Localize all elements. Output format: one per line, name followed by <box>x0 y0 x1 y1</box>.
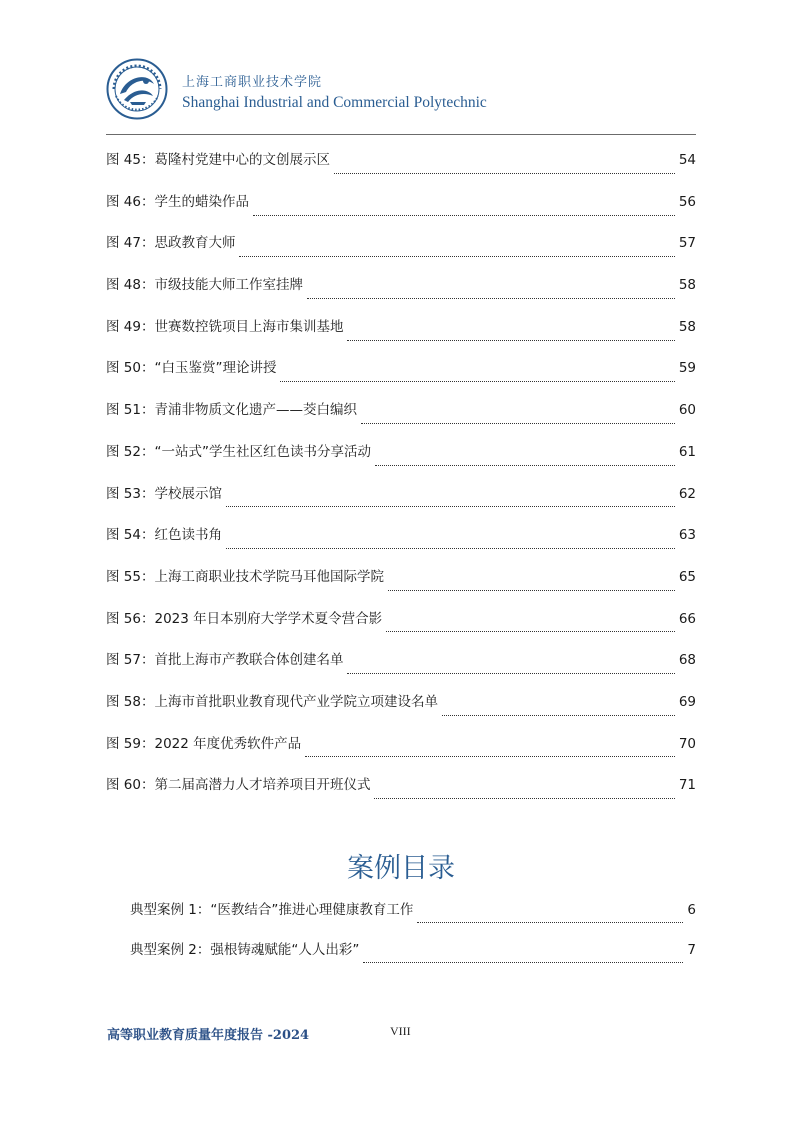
dot-leader <box>375 464 675 466</box>
dot-leader <box>363 961 683 963</box>
entry-label: 图 50： <box>106 360 155 377</box>
school-logo <box>106 58 168 120</box>
entry-label: 图 55： <box>106 568 155 585</box>
entry-page-number: 58 <box>678 318 696 335</box>
dot-leader <box>334 172 675 174</box>
entry-title: 上海工商职业技术学院马耳他国际学院 <box>154 568 384 585</box>
entry-label: 图 48： <box>106 277 155 294</box>
entry-title: 葛隆村党建中心的文创展示区 <box>154 152 330 168</box>
entry-page-number: 63 <box>678 527 696 544</box>
figure-toc-entry[interactable] <box>106 482 696 524</box>
figure-toc-entry[interactable] <box>106 398 696 440</box>
figure-toc-entry[interactable] <box>106 273 696 315</box>
dot-leader <box>253 214 675 216</box>
figure-toc-entry[interactable] <box>106 773 696 815</box>
entry-label: 图 49： <box>106 318 155 335</box>
entry-title: “一站式”学生社区红色读书分享活动 <box>154 443 371 460</box>
entry-label: 典型案例 2： <box>130 942 211 958</box>
dot-leader <box>347 672 674 674</box>
entry-label: 图 58： <box>106 693 155 710</box>
entry-page-number: 59 <box>678 360 696 377</box>
figure-toc-entry[interactable] <box>106 440 696 482</box>
figure-toc-entry[interactable] <box>106 607 696 649</box>
figure-toc-entry[interactable] <box>106 690 696 732</box>
dot-leader <box>374 797 674 799</box>
dot-leader <box>417 921 683 923</box>
entry-page-number: 62 <box>678 485 696 502</box>
entry-label: 图 46： <box>106 193 155 210</box>
entry-label: 图 45： <box>106 152 155 168</box>
entry-page-number: 70 <box>678 735 696 752</box>
entry-page-number: 6 <box>687 902 696 918</box>
footer-page-number: VIII <box>390 1024 411 1038</box>
school-name-cn: 上海工商职业技术学院 <box>182 75 323 90</box>
entry-page-number: 56 <box>678 193 696 210</box>
dot-leader <box>361 422 675 424</box>
entry-title: 世赛数控铣项目上海市集训基地 <box>154 318 344 335</box>
entry-label: 图 57： <box>106 652 155 669</box>
entry-label: 图 56： <box>106 610 155 627</box>
case-section-title: 案例目录 <box>347 853 455 884</box>
dot-leader <box>305 755 675 757</box>
entry-page-number: 69 <box>678 693 696 710</box>
entry-title: 第二届高潜力人才培养项目开班仪式 <box>154 777 371 794</box>
dot-leader <box>442 714 675 716</box>
entry-title: 上海市首批职业教育现代产业学院立项建设名单 <box>154 693 438 710</box>
entry-title: 学校展示馆 <box>154 485 222 502</box>
entry-title: 2023 年日本别府大学学术夏令营合影 <box>154 610 383 627</box>
entry-page-number: 57 <box>678 235 696 252</box>
dot-leader <box>226 505 675 507</box>
entry-title: 首批上海市产教联合体创建名单 <box>154 652 344 669</box>
entry-page-number: 54 <box>678 152 696 168</box>
entry-page-number: 66 <box>678 610 696 627</box>
entry-page-number: 60 <box>678 402 696 419</box>
entry-label: 典型案例 1： <box>130 902 211 918</box>
entry-page-number: 65 <box>678 568 696 585</box>
entry-page-number: 7 <box>687 942 696 958</box>
figure-toc-entry[interactable] <box>106 565 696 607</box>
entry-label: 图 51： <box>106 402 155 419</box>
figure-toc-entry[interactable] <box>106 732 696 774</box>
dot-leader <box>388 589 675 591</box>
entry-page-number: 61 <box>678 443 696 460</box>
dot-leader <box>280 380 674 382</box>
figure-toc-entry[interactable] <box>106 231 696 273</box>
figure-toc-entry[interactable] <box>106 315 696 357</box>
figure-toc-entry[interactable] <box>106 523 696 565</box>
entry-label: 图 59： <box>106 735 155 752</box>
school-name-en: Shanghai Industrial and Commercial Polytechnic <box>182 94 487 111</box>
figure-toc-entry[interactable] <box>106 148 696 190</box>
dot-leader <box>239 255 674 257</box>
entry-title: 2022 年度优秀软件产品 <box>154 735 302 752</box>
case-toc-entry[interactable] <box>130 898 696 938</box>
entry-title: 强根铸魂赋能“人人出彩” <box>210 942 360 958</box>
entry-title: 市级技能大师工作室挂牌 <box>154 277 303 294</box>
entry-label: 图 47： <box>106 235 155 252</box>
case-toc-entry[interactable] <box>130 938 696 978</box>
entry-title: “白玉鉴赏”理论讲授 <box>154 360 277 377</box>
dot-leader <box>347 339 674 341</box>
entry-page-number: 71 <box>678 777 696 794</box>
dot-leader <box>226 547 675 549</box>
figure-toc-entry[interactable] <box>106 190 696 232</box>
entry-label: 图 54： <box>106 527 155 544</box>
entry-label: 图 60： <box>106 777 155 794</box>
dot-leader <box>386 630 675 632</box>
case-table-of-contents <box>130 898 696 978</box>
entry-title: 思政教育大师 <box>154 235 236 252</box>
figure-toc-entry[interactable] <box>106 648 696 690</box>
header-divider <box>106 134 696 135</box>
figure-toc-entry[interactable] <box>106 356 696 398</box>
entry-label: 图 52： <box>106 443 155 460</box>
entry-page-number: 58 <box>678 277 696 294</box>
entry-title: 青浦非物质文化遗产——茭白编织 <box>154 402 357 419</box>
entry-title: “医教结合”推进心理健康教育工作 <box>210 902 414 918</box>
dot-leader <box>307 297 675 299</box>
figure-table-of-contents <box>106 148 696 815</box>
entry-label: 图 53： <box>106 485 155 502</box>
entry-title: 红色读书角 <box>154 527 222 544</box>
entry-page-number: 68 <box>678 652 696 669</box>
entry-title: 学生的蜡染作品 <box>154 193 249 210</box>
page-header <box>106 55 696 135</box>
footer-report-title: 高等职业教育质量年度报告 -2024 <box>107 1028 310 1043</box>
